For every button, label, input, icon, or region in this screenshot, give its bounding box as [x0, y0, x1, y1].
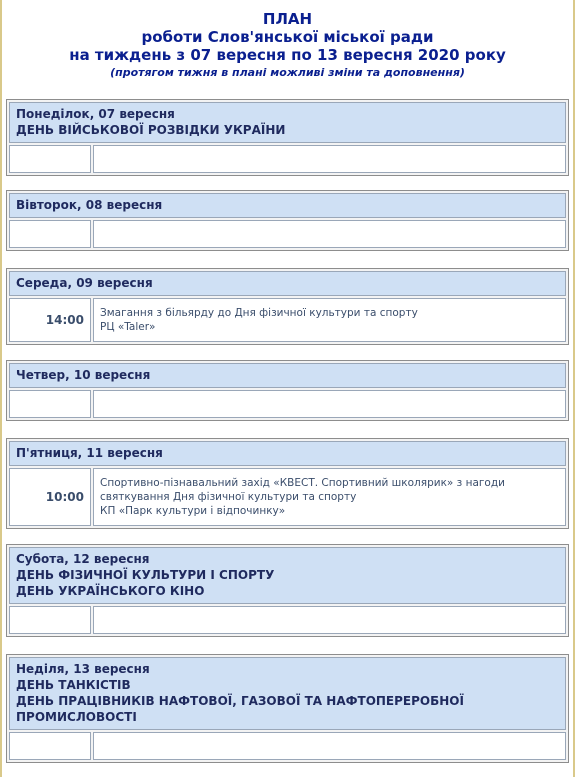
time-cell [9, 145, 91, 173]
day-event: ДЕНЬ УКРАЇНСЬКОГО КІНО [16, 584, 205, 598]
time-cell [9, 390, 91, 418]
time-cell: 10:00 [9, 468, 91, 526]
event-title: Змагання з більярду до Дня фізичної культури та спорту [100, 307, 418, 319]
day-block-monday [6, 99, 569, 176]
schedule-row [9, 220, 566, 248]
day-header [9, 547, 566, 604]
day-event: ДЕНЬ ПРАЦІВНИКІВ НАФТОВОЇ, ГАЗОВОЇ ТА НАФТОПЕРЕРОБНОЇ [16, 694, 464, 708]
day-block-tuesday [6, 190, 569, 251]
schedule-row [9, 145, 566, 173]
description-cell [93, 298, 566, 342]
time-cell: 14:00 [9, 298, 91, 342]
day-header [9, 271, 566, 296]
plan-subtitle: роботи Слов'янської міської ради [141, 28, 434, 46]
day-event: ДЕНЬ ФІЗИЧНОЇ КУЛЬТУРИ І СПОРТУ [16, 568, 275, 582]
description-cell [93, 468, 566, 526]
day-header [9, 363, 566, 388]
day-block-friday [6, 438, 569, 529]
description-cell [93, 220, 566, 248]
day-date: Понеділок, 07 вересня [16, 107, 175, 121]
day-header [9, 102, 566, 143]
description-cell [93, 390, 566, 418]
schedule-row [9, 298, 566, 342]
day-block-saturday [6, 544, 569, 637]
day-date: П'ятниця, 11 вересня [16, 446, 163, 460]
day-date: Неділя, 13 вересня [16, 662, 150, 676]
plan-title: ПЛАН [262, 10, 313, 28]
schedule-row [9, 606, 566, 634]
day-date: Вівторок, 08 вересня [16, 198, 163, 212]
day-block-thursday [6, 360, 569, 421]
schedule-row [9, 468, 566, 526]
day-header [9, 441, 566, 466]
day-header [9, 657, 566, 730]
event-title-cont: святкування Дня фізичної культури та спорту [100, 491, 357, 503]
event-location: КП «Парк культури і відпочинку» [100, 505, 286, 517]
day-event: ДЕНЬ ТАНКІСТІВ [16, 678, 131, 692]
day-event: ПРОМИСЛОВОСТІ [16, 710, 137, 724]
event-title: Спортивно-пізнавальний захід «КВЕСТ. Спортивний школярик» з нагоди [100, 477, 505, 489]
description-cell [93, 145, 566, 173]
schedule-row [9, 732, 566, 760]
day-date: Четвер, 10 вересня [16, 368, 151, 382]
time-cell [9, 732, 91, 760]
description-cell [93, 606, 566, 634]
day-event: ДЕНЬ ВІЙСЬКОВОЇ РОЗВІДКИ УКРАЇНИ [16, 123, 286, 137]
description-cell [93, 732, 566, 760]
day-header [9, 193, 566, 218]
day-block-wednesday [6, 268, 569, 345]
day-date: Субота, 12 вересня [16, 552, 150, 566]
schedule-row [9, 390, 566, 418]
event-location: РЦ «Taler» [100, 321, 156, 333]
time-cell [9, 606, 91, 634]
day-block-sunday [6, 654, 569, 763]
plan-note: (протягом тижня в плані можливі зміни та доповнення) [110, 66, 465, 79]
day-date: Середа, 09 вересня [16, 276, 153, 290]
plan-period: на тиждень з 07 вересня по 13 вересня 2020 року [69, 46, 506, 64]
time-cell [9, 220, 91, 248]
